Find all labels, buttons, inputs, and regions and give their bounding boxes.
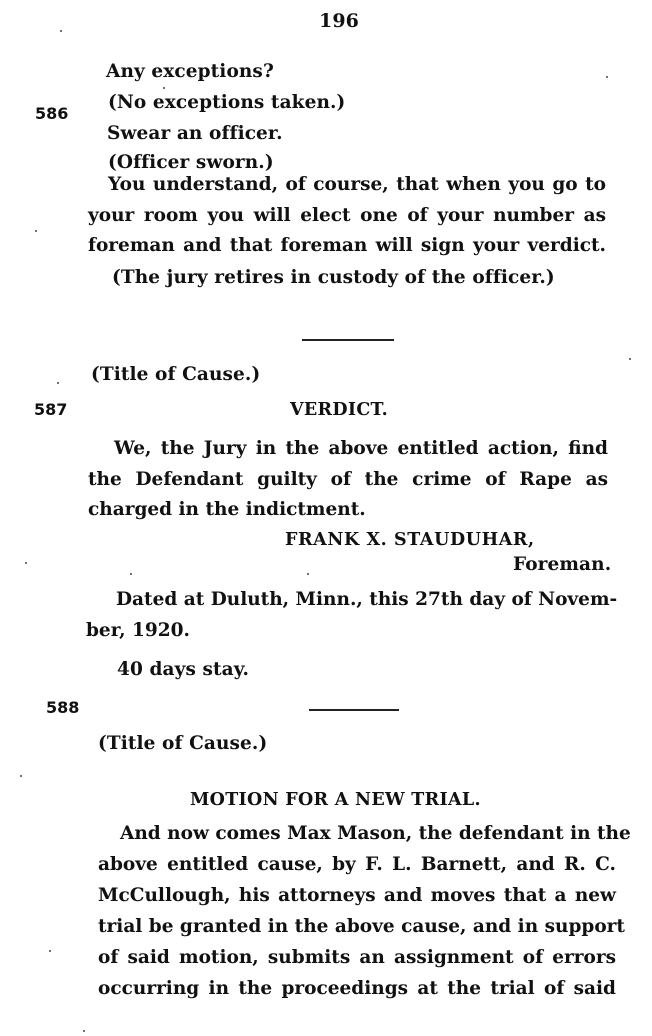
scan-speck	[35, 230, 37, 232]
scan-speck	[606, 76, 608, 78]
scan-speck	[163, 87, 165, 89]
text-any-exceptions: Any exceptions?	[106, 61, 274, 82]
scan-speck	[130, 573, 132, 575]
scan-speck	[49, 950, 51, 952]
page-number: 196	[319, 10, 359, 32]
scan-speck	[307, 573, 309, 575]
paragraph-line: trial be granted in the above cause, and in support	[98, 916, 625, 937]
scan-speck	[60, 30, 62, 32]
section-divider	[302, 339, 394, 341]
paragraph-line: We, the Jury in the above entitled action, find	[114, 438, 608, 459]
paragraph-line: You understand, of course, that when you go to	[108, 174, 606, 195]
paragraph-line: the Defendant guilty of the crime of Rape as	[88, 468, 608, 490]
paragraph-line: foreman and that foreman will sign your verdict.	[88, 235, 606, 256]
scan-speck	[83, 1030, 85, 1032]
paragraph-line: above entitled cause, by F. L. Barnett, and R. C.	[98, 854, 616, 875]
text-officer-sworn: (Officer sworn.)	[108, 152, 274, 173]
scan-speck	[57, 382, 59, 384]
signature-title: Foreman.	[513, 554, 612, 575]
scan-speck	[629, 358, 631, 360]
scan-speck	[25, 562, 27, 564]
paragraph-motion	[98, 818, 631, 1004]
margin-number-588: 588	[46, 698, 80, 717]
text-jury-retires: (The jury retires in custody of the officer.)	[112, 267, 555, 288]
paragraph-line: McCullough, his attorneys and moves that a new	[98, 885, 616, 906]
section-divider	[309, 709, 399, 711]
text-days-stay: 40 days stay.	[117, 659, 250, 680]
text-swear-officer: Swear an officer.	[107, 123, 283, 144]
paragraph-line: And now comes Max Mason, the defendant in the	[120, 823, 631, 844]
paragraph-jury-instructions	[88, 170, 606, 262]
text-no-exceptions: (No exceptions taken.)	[108, 92, 346, 113]
scan-speck	[20, 775, 22, 777]
text-title-of-cause: (Title of Cause.)	[98, 733, 268, 754]
motion-heading: MOTION FOR A NEW TRIAL.	[190, 790, 481, 810]
paragraph-line: charged in the indictment.	[88, 499, 366, 520]
text-title-of-cause: (Title of Cause.)	[91, 364, 261, 385]
paragraph-verdict	[88, 434, 608, 526]
paragraph-line: Dated at Duluth, Minn., this 27th day of Novem-	[116, 589, 618, 610]
paragraph-line: your room you will elect one of your number as	[88, 204, 606, 226]
paragraph-line: of said motion, submits an assignment of errors	[98, 947, 616, 968]
margin-number-587: 587	[34, 400, 68, 419]
paragraph-line: ber, 1920.	[86, 619, 190, 641]
paragraph-dated	[86, 585, 618, 646]
paragraph-line: occurring in the proceedings at the trial of said	[98, 978, 616, 999]
verdict-heading: VERDICT.	[290, 400, 389, 420]
signature-name: FRANK X. STAUDUHAR,	[285, 530, 535, 550]
margin-number-586: 586	[35, 104, 69, 123]
